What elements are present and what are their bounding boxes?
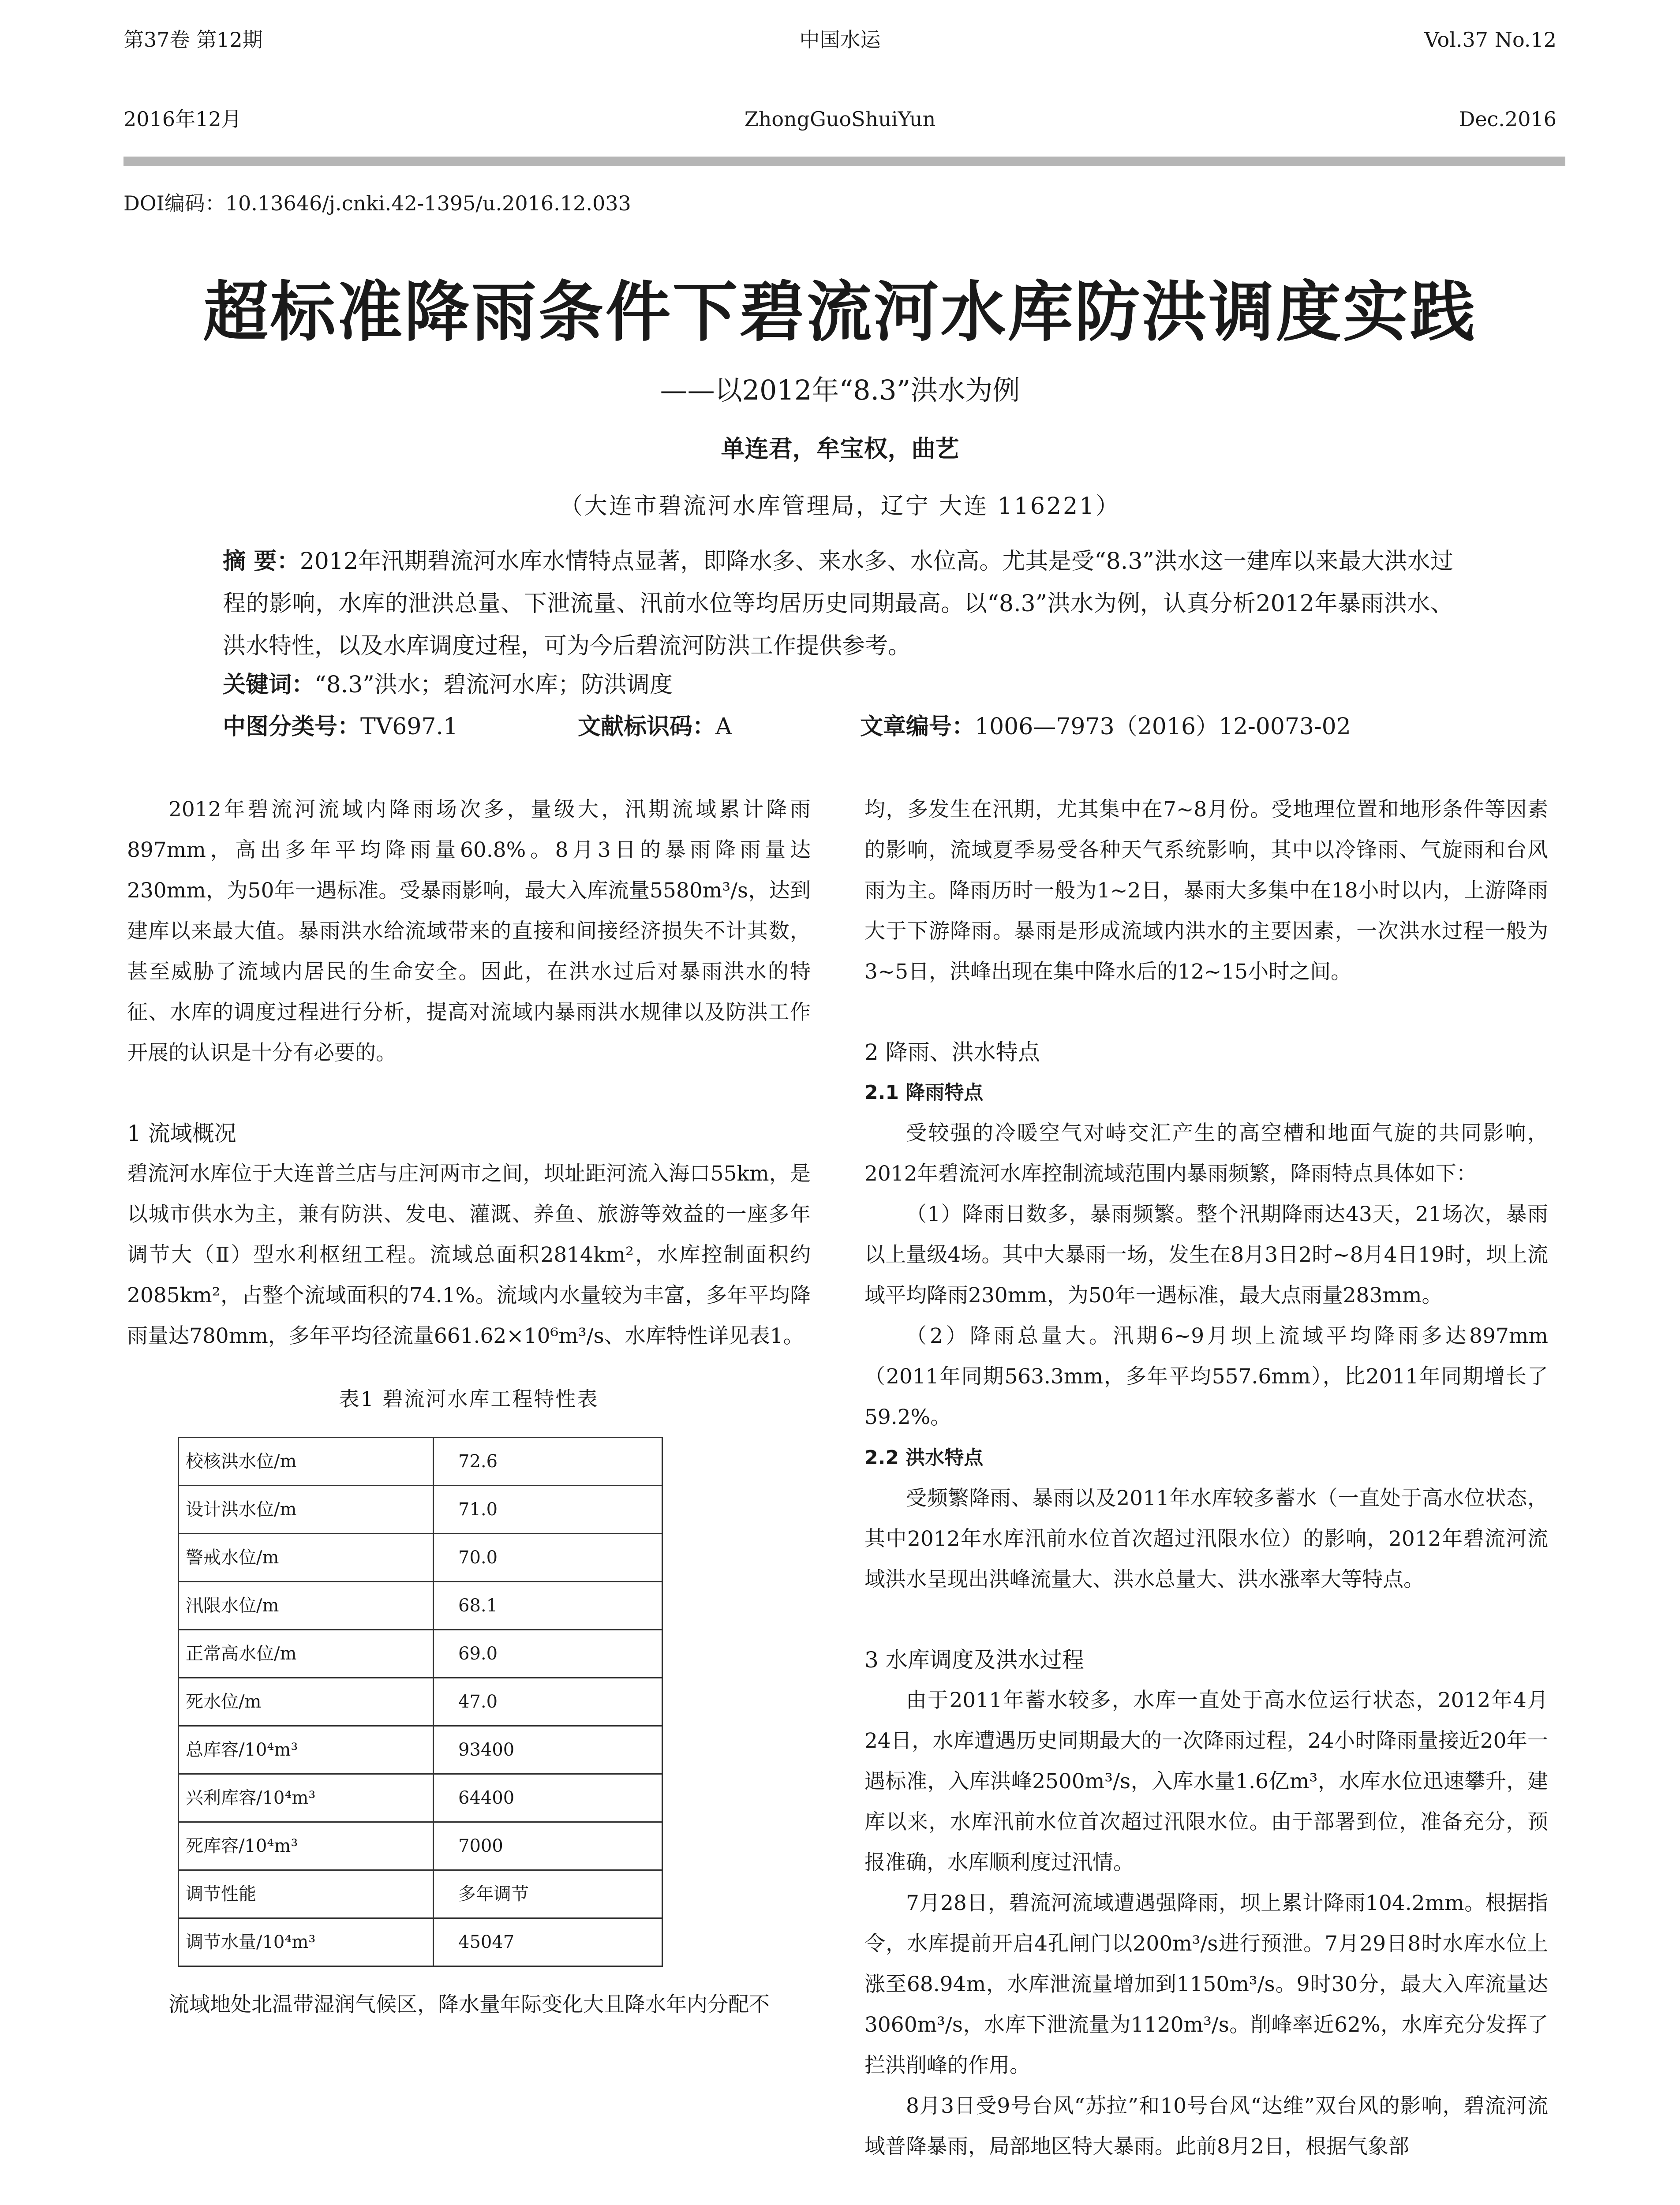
article-number-label: 文章编号： <box>860 714 975 740</box>
article-number-value: 1006—7973（2016）12-0073-02 <box>975 714 1351 740</box>
table-row <box>179 1918 662 1966</box>
section-3-paragraph-2: 7月28日，碧流河流域遭遇强降雨，坝上累计降雨104.2mm。根据指令，水库提前开启4孔闸门以200m³/s进行预泄。7月29日8时水库水位上涨至68.94m，水库泄流量增加到1150m³/s。9时30分，最大入库流量达3060m³/s，水库下泄流量为1120m³/s。削峰率近62%，水库充分发挥了拦洪削峰的作用。 <box>864 1891 1548 2078</box>
section-2-2-heading: 2.2 洪水特点 <box>864 1446 984 1469</box>
table-cell-value: 45047 <box>434 1918 662 1966</box>
continued-paragraph: 均，多发生在汛期，尤其集中在7~8月份。受地理位置和地形条件等因素的影响，流域夏季易受各种天气系统影响，其中以冷锋雨、气旋雨和台风雨为主。降雨历时一般为1~2日，暴雨大多集中在18小时以内，上游降雨大于下游降雨。暴雨是形成流域内洪水的主要因素，一次洪水过程一般为3~5日，洪峰出现在集中降水后的12~15小时之间。 <box>864 797 1548 984</box>
table-cell-value: 70.0 <box>434 1534 662 1582</box>
table-cell-label: 调节水量/10⁴m³ <box>179 1918 434 1966</box>
abstract <box>223 540 1453 667</box>
abstract-label: 摘 要： <box>223 548 300 575</box>
header-journal-pinyin: ZhongGuoShuiYun <box>744 107 936 131</box>
section-2-2-paragraph: 受频繁降雨、暴雨以及2011年水库较多蓄水（一直处于高水位状态，其中2012年水库汛前水位首次超过汛限水位）的影响，2012年碧流河流域洪水呈现出洪峰流量大、洪水总量大、洪水涨率大等特点。 <box>864 1486 1548 1592</box>
table-cell-value: 47.0 <box>434 1678 662 1726</box>
table-cell-label: 死库容/10⁴m³ <box>179 1822 434 1870</box>
section-2-1-paragraph-2: （1）降雨日数多，暴雨频繁。整个汛期降雨达43天，21场次，暴雨以上量级4场。其中大暴雨一场，发生在8月3日2时~8月4日19时，坝上流域平均降雨230mm，为50年一遇标准，最大点雨量283mm。 <box>864 1202 1548 1308</box>
section-2-heading: 2 降雨、洪水特点 <box>864 1039 1040 1065</box>
section-3-heading: 3 水库调度及洪水过程 <box>864 1647 1084 1673</box>
table-cell-label: 兴利库容/10⁴m³ <box>179 1774 434 1822</box>
header-volume-en: Vol.37 No.12 <box>1424 28 1557 52</box>
section-2-1-heading: 2.1 降雨特点 <box>864 1081 984 1104</box>
doc-code-value: A <box>715 714 732 740</box>
affiliation: （大连市碧流河水库管理局，辽宁 大连 116221） <box>559 493 1121 519</box>
table-row <box>179 1726 662 1774</box>
table-row <box>179 1822 662 1870</box>
header-date-en: Dec.2016 <box>1459 107 1557 131</box>
page-footer <box>1253 2201 1552 2205</box>
table-row <box>179 1486 662 1534</box>
header-volume-issue: 第37卷 第12期 <box>123 28 263 52</box>
clc-value: TV697.1 <box>360 714 458 740</box>
article-number <box>860 708 1351 741</box>
after-table-paragraph: 流域地处北温带湿润气候区，降水量年际变化大且降水年内分配不 <box>168 1992 770 2017</box>
table-cell-label: 正常高水位/m <box>179 1630 434 1678</box>
keywords <box>223 666 673 699</box>
table-cell-label: 校核洪水位/m <box>179 1438 434 1486</box>
authors: 单连君，牟宝权，曲艺 <box>721 435 959 463</box>
section-3-paragraph-1: 由于2011年蓄水较多，水库一直处于高水位运行状态，2012年4月24日，水库遭遇历史同期最大的一次降雨过程，24小时降雨量接近20年一遇标准，入库洪峰2500m³/s，入库水量1.6亿m³，水库水位迅速攀升，建库以来，水库汛前水位首次超过汛限水位。由于部署到位，准备充分，预报准确，水库顺利度过汛情。 <box>864 1688 1548 1875</box>
right-column <box>864 789 1548 2167</box>
section-3-paragraph-3: 8月3日受9号台风“苏拉”和10号台风“达维”双台风的影响，碧流河流域普降暴雨，局部地区特大暴雨。此前8月2日，根据气象部 <box>864 2094 1548 2159</box>
table-cell-value: 多年调节 <box>434 1870 662 1918</box>
table-cell-value: 68.1 <box>434 1582 662 1630</box>
table-row <box>179 1774 662 1822</box>
clc-number <box>223 708 458 741</box>
doi: DOI编码：10.13646/j.cnki.42-1395/u.2016.12.033 <box>123 191 631 215</box>
table-cell-label: 警戒水位/m <box>179 1534 434 1582</box>
paper-subtitle: ——以2012年“8.3”洪水为例 <box>660 374 1020 406</box>
keywords-label: 关键词： <box>223 672 315 698</box>
clc-label: 中图分类号： <box>223 714 361 740</box>
section-1-heading: 1 流域概况 <box>127 1121 236 1146</box>
reservery-spec-table <box>178 1437 663 1967</box>
doc-code-label: 文献标识码： <box>578 714 716 740</box>
left-column <box>127 789 811 2025</box>
table-1-caption: 表1 碧流河水库工程特性表 <box>339 1387 599 1411</box>
abstract-text: 2012年汛期碧流河水库水情特点显著，即降水多、来水多、水位高。尤其是受“8.3”洪水这一建库以来最大洪水过程的影响，水库的泄洪总量、下泄流量、汛前水位等均居历史同期最高。以“8.3”洪水为例，认真分析2012年暴雨洪水、洪水特性，以及水库调度过程，可为今后碧流河防洪工作提供参考。 <box>223 548 1453 659</box>
document-code <box>578 708 732 741</box>
table-cell-label: 总库容/10⁴m³ <box>179 1726 434 1774</box>
header-journal-name: 中国水运 <box>799 28 881 52</box>
paper-title: 超标准降雨条件下碧流河水库防洪调度实践 <box>203 273 1477 350</box>
section-1-paragraph: 碧流河水库位于大连普兰店与庄河两市之间，坝址距河流入海口55km，是以城市供水为主，兼有防洪、发电、灌溉、养鱼、旅游等效益的一座多年调节大（Ⅱ）型水利枢纽工程。流域总面积2814km²，水库控制面积约2085km²，占整个流域面积的74.1%。流域内水量较为丰富，多年平均降雨量达780mm，多年平均径流量661.62×10⁶m³/s、水库特性详见表1。 <box>127 1162 811 1348</box>
table-row <box>179 1870 662 1918</box>
table-row <box>179 1438 662 1486</box>
table-cell-label: 死水位/m <box>179 1678 434 1726</box>
table-cell-label: 设计洪水位/m <box>179 1486 434 1534</box>
table-cell-value: 72.6 <box>434 1438 662 1486</box>
table-row <box>179 1582 662 1630</box>
header-rule <box>123 157 1565 166</box>
table-row <box>179 1534 662 1582</box>
table-cell-label: 调节性能 <box>179 1870 434 1918</box>
keywords-text: “8.3”洪水；碧流河水库；防洪调度 <box>314 672 673 698</box>
table-cell-value: 64400 <box>434 1774 662 1822</box>
table-cell-value: 69.0 <box>434 1630 662 1678</box>
table-cell-label: 汛限水位/m <box>179 1582 434 1630</box>
table-cell-value: 93400 <box>434 1726 662 1774</box>
section-2-1-paragraph-3: （2）降雨总量大。汛期6~9月坝上流域平均降雨多达897mm（2011年同期563.3mm，多年平均557.6mm），比2011年同期增长了59.2%。 <box>864 1324 1548 1429</box>
intro-paragraph: 2012年碧流河流域内降雨场次多，量级大，汛期流域累计降雨897mm，高出多年平均降雨量60.8%。8月3日的暴雨降雨量达230mm，为50年一遇标准。受暴雨影响，最大入库流量5580m³/s，达到建库以来最大值。暴雨洪水给流域带来的直接和间接经济损失不计其数，甚至威胁了流域内居民的生命安全。因此，在洪水过后对暴雨洪水的特征、水库的调度过程进行分析，提高对流域内暴雨洪水规律以及防洪工作开展的认识是十分有必要的。 <box>127 797 811 1065</box>
section-2-1-paragraph-1: 受较强的冷暖空气对峙交汇产生的高空槽和地面气旋的共同影响，2012年碧流河水库控制流域范围内暴雨频繁，降雨特点具体如下： <box>864 1121 1548 1186</box>
table-cell-value: 7000 <box>434 1822 662 1870</box>
table-cell-value: 71.0 <box>434 1486 662 1534</box>
table-row <box>179 1630 662 1678</box>
header-date: 2016年12月 <box>123 107 242 131</box>
table-row <box>179 1678 662 1726</box>
